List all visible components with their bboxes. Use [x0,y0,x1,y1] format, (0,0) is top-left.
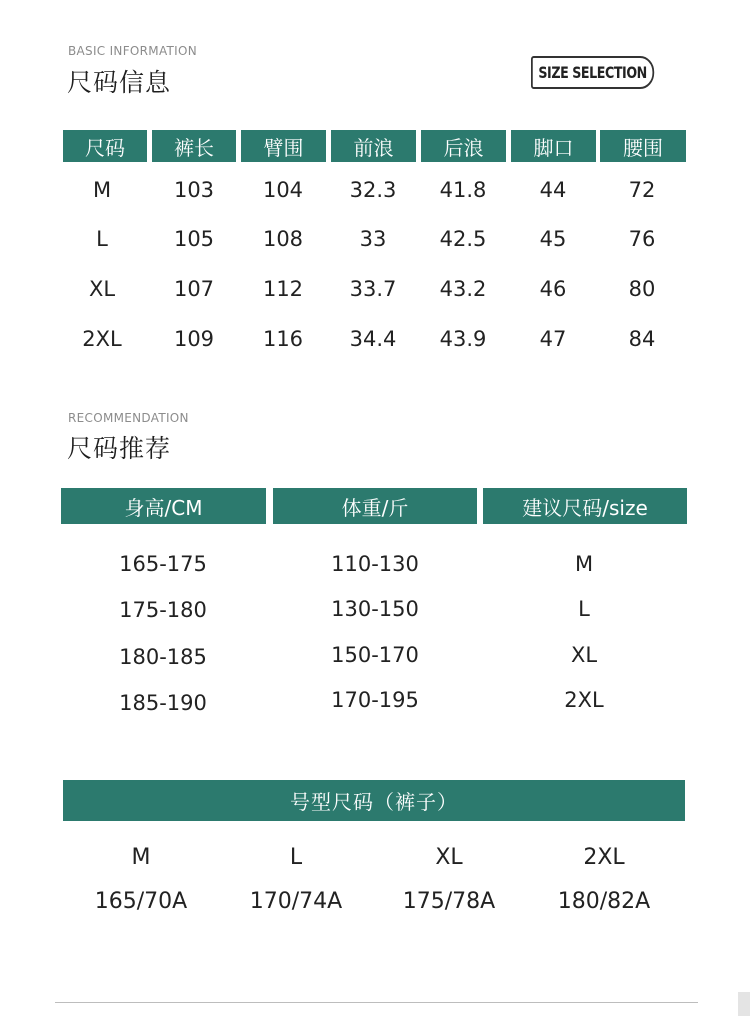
size-table-cell: 34.4 [349,327,397,351]
size-table-cell: 33 [359,227,387,251]
recommend-cell: 2XL [564,688,604,712]
size-table-cell: 116 [262,327,304,351]
size-table-cell: 104 [262,178,304,202]
size-table-cell: 76 [628,227,656,251]
recommend-cell: 180-185 [119,645,207,669]
size-table-cell: 108 [262,227,304,251]
size-table-header-length: 裤长 [152,130,236,162]
model-size-spec: 175/78A [402,889,496,914]
model-size-spec: 180/82A [557,889,651,914]
model-size-title-bar: 号型尺码（裤子） [63,780,685,821]
recommend-cell: 185-190 [119,691,207,715]
size-table-cell: 44 [539,178,567,202]
recommend-cell: XL [570,643,598,667]
model-size-spec: 165/70A [94,889,188,914]
recommend-cell: 150-170 [331,643,419,667]
size-table-cell: 2XL [82,327,122,351]
model-size-label: L [289,845,303,870]
size-table-cell: 80 [628,277,656,301]
size-table-cell: 41.8 [439,178,487,202]
recommend-cell: 175-180 [119,598,207,622]
size-table-cell: 45 [539,227,567,251]
recommendation-en-title: RECOMMENDATION [68,411,189,425]
bottom-divider [55,1002,698,1003]
recommend-cell: L [578,597,590,621]
size-table-cell: L [96,227,108,251]
size-table-cell: 43.2 [439,277,487,301]
size-table-cell: 112 [262,277,304,301]
recommend-cell: 110-130 [331,552,419,576]
recommend-header-size: 建议尺码/size [483,488,687,524]
size-table-cell: 84 [628,327,656,351]
size-table-cell: 72 [628,178,656,202]
size-table-cell: 32.3 [349,178,397,202]
size-table-cell: 42.5 [439,227,487,251]
size-table-header-back-rise: 后浪 [421,130,506,162]
recommend-cell: M [574,552,594,576]
basic-info-title: 尺码信息 [67,68,172,97]
size-table-cell: 46 [539,277,567,301]
model-size-label: M [131,845,151,870]
size-table-header-leg-opening: 脚口 [511,130,596,162]
size-table-header-front-rise: 前浪 [331,130,416,162]
size-table-cell: 43.9 [439,327,487,351]
corner-block [738,992,750,1016]
recommend-cell: 130-150 [331,597,419,621]
recommendation-title: 尺码推荐 [67,434,172,463]
size-selection-badge: SIZE SELECTION [531,56,654,89]
size-table-header-thigh: 臂围 [241,130,326,162]
model-size-spec: 170/74A [249,889,343,914]
recommend-header-weight: 体重/斤 [273,488,477,524]
recommend-cell: 170-195 [331,688,419,712]
basic-info-en-title: BASIC INFORMATION [68,44,198,58]
size-table-cell: 107 [173,277,215,301]
size-table-cell: 109 [173,327,215,351]
size-table-cell: 103 [173,178,215,202]
size-table-cell: 105 [173,227,215,251]
size-table-cell: XL [88,277,116,301]
recommend-cell: 165-175 [119,552,207,576]
size-table-cell: M [92,178,112,202]
model-size-label: XL [435,845,463,870]
size-table-header-waist: 腰围 [600,130,686,162]
model-size-label: 2XL [583,845,625,870]
size-table-header-size: 尺码 [63,130,147,162]
recommend-header-height: 身高/CM [61,488,266,524]
size-table-cell: 33.7 [349,277,397,301]
size-table-cell: 47 [539,327,567,351]
